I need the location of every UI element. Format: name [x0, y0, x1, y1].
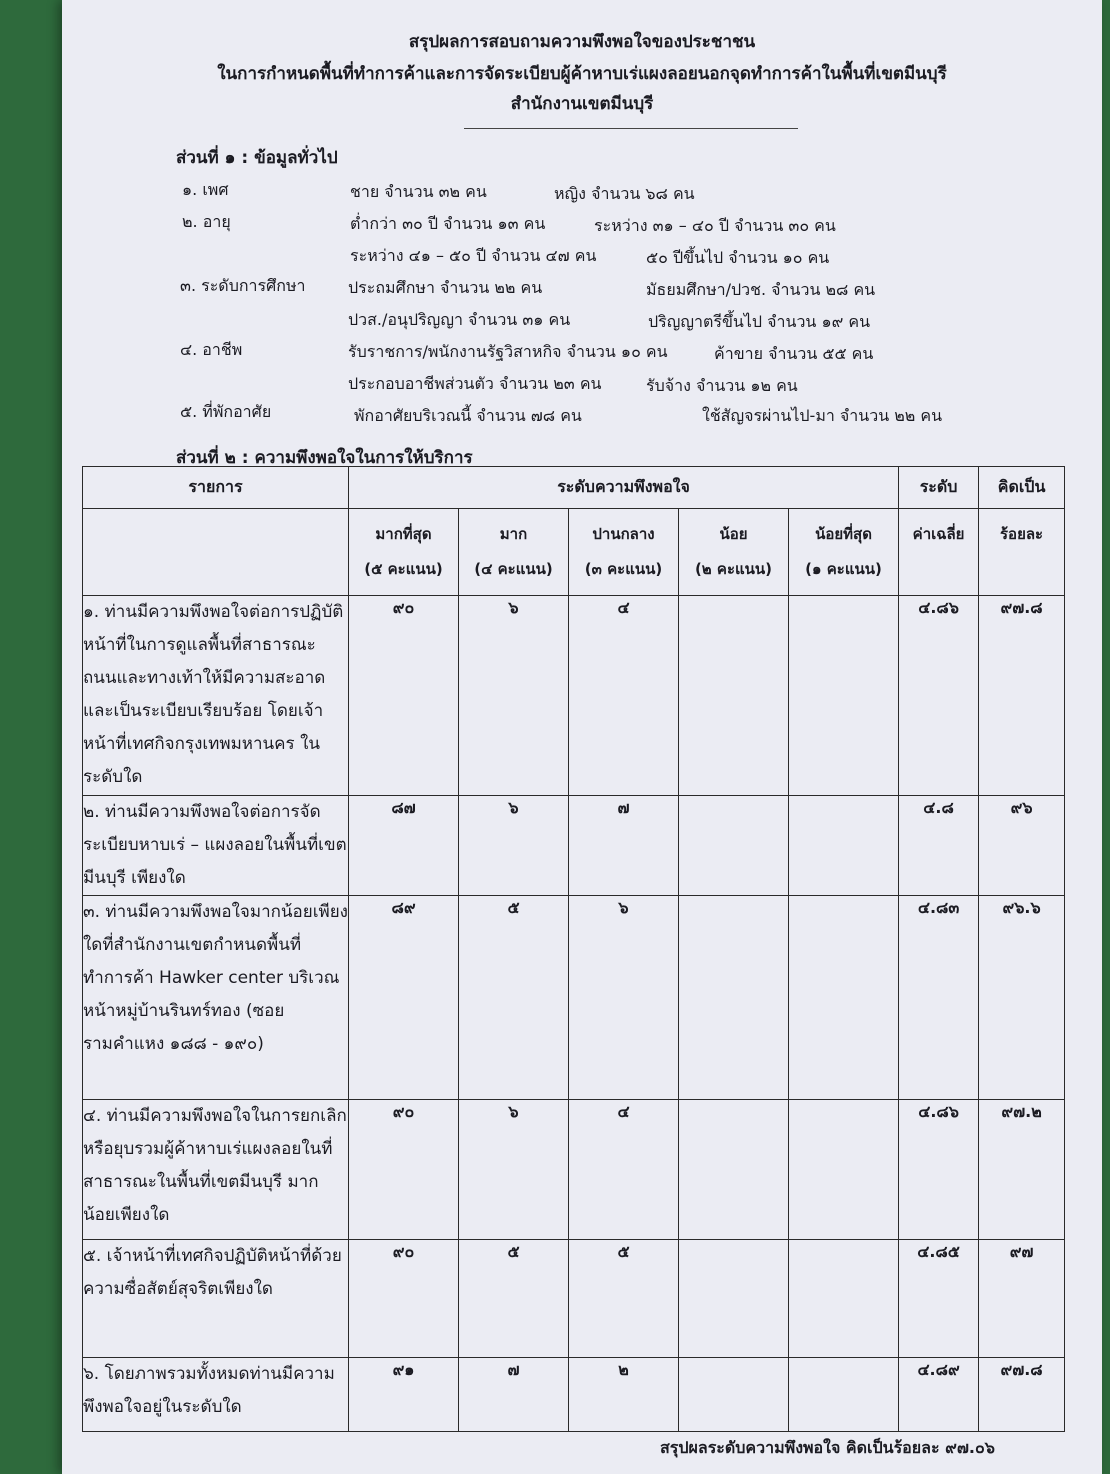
occupation-employee: รับจ้าง จำนวน ๑๒ คน [646, 376, 798, 395]
count-least [789, 896, 899, 1100]
mean-value: ๔.๘๖ [899, 596, 979, 796]
count-most: ๘๗ [349, 796, 459, 896]
count-least [789, 1100, 899, 1240]
count-much: ๖ [459, 596, 569, 796]
occupation-label: ๔. อาชีพ [180, 340, 243, 359]
percent-label: ร้อยละ [1000, 525, 1044, 544]
mean-value: ๔.๘๖ [899, 1100, 979, 1240]
count-little [679, 896, 789, 1100]
count-little [679, 796, 789, 896]
count-most: ๘๙ [349, 896, 459, 1100]
count-least [789, 796, 899, 896]
level-score: (๒ คะแนน) [694, 560, 773, 578]
level-5 [349, 509, 459, 596]
table-row [83, 796, 1065, 896]
table-row [83, 1240, 1065, 1358]
percent-value: ๙๗.๘ [979, 596, 1065, 796]
level-score: (๓ คะแนน) [584, 560, 663, 578]
percent-value: ๙๖ [979, 796, 1065, 896]
age-31-40: ระหว่าง ๓๑ – ๔๐ ปี จำนวน ๓๐ คน [594, 216, 836, 235]
count-most: ๙๐ [349, 1100, 459, 1240]
title-line-1: สรุปผลการสอบถามความพึงพอใจของประชาชน [408, 32, 756, 52]
count-least [789, 596, 899, 796]
count-most: ๙๐ [349, 596, 459, 796]
header-satisfaction: ระดับความพึงพอใจ [349, 467, 899, 509]
table-row [83, 896, 1065, 1100]
header-percent [979, 509, 1065, 596]
gender-male: ชาย จำนวน ๓๒ คน [350, 182, 487, 201]
count-moderate: ๕ [569, 1240, 679, 1358]
count-much: ๖ [459, 796, 569, 896]
count-moderate: ๔ [569, 1100, 679, 1240]
age-label: ๒. อายุ [182, 212, 231, 231]
residence-passing: ใช้สัญจรผ่านไป-มา จำนวน ๒๒ คน [702, 406, 943, 425]
level-name: ปานกลาง [592, 524, 655, 543]
percent-value: ๙๗ [979, 1240, 1065, 1358]
education-primary: ประถมศึกษา จำนวน ๒๒ คน [348, 278, 543, 297]
count-much: ๗ [459, 1358, 569, 1432]
level-score: (๑ คะแนน) [805, 560, 882, 578]
level-2 [679, 509, 789, 596]
mean-label: ค่าเฉลี่ย [912, 525, 965, 544]
count-much: ๕ [459, 1240, 569, 1358]
education-secondary: มัธยมศึกษา/ปวช. จำนวน ๒๘ คน [646, 280, 876, 299]
count-moderate: ๖ [569, 896, 679, 1100]
title-line-3: สำนักงานเขตมีนบุรี [510, 94, 654, 114]
count-little [679, 1358, 789, 1432]
level-name: มาก [499, 524, 528, 543]
mean-value: ๔.๘๕ [899, 1240, 979, 1358]
level-score: (๔ คะแนน) [474, 560, 553, 578]
question-2: ๒. ท่านมีความพึงพอใจต่อการจัดระเบียบหาบเร่ – แผงลอยในพื้นที่เขตมีนบุรี เพียงใด [83, 796, 349, 896]
level-4 [459, 509, 569, 596]
count-moderate: ๗ [569, 796, 679, 896]
occupation-government: รับราชการ/พนักงานรัฐวิสาหกิจ จำนวน ๑๐ คน [348, 342, 668, 361]
satisfaction-table [82, 466, 1065, 1432]
count-little [679, 1100, 789, 1240]
education-label: ๓. ระดับการศึกษา [180, 276, 306, 295]
mean-value: ๔.๘๙ [899, 1358, 979, 1432]
header-level: ระดับ [899, 467, 979, 509]
table-row [83, 1100, 1065, 1240]
question-3: ๓. ท่านมีความพึงพอใจมากน้อยเพียงใดที่สำนักงานเขตกำหนดพื้นที่ทำการค้า Hawker center บริเวณหน้าหมู่บ้านรินทร์ทอง (ซอยรามคำแหง ๑๘๘ - ๑๙๐) [83, 896, 349, 1100]
table-row [83, 596, 1065, 796]
question-6: ๖. โดยภาพรวมทั้งหมดท่านมีความพึงพอใจอยู่ในระดับใด [83, 1358, 349, 1432]
mean-value: ๔.๘ [899, 796, 979, 896]
level-1 [789, 509, 899, 596]
count-moderate: ๔ [569, 596, 679, 796]
level-3 [569, 509, 679, 596]
header-percent-label: คิดเป็น [979, 467, 1065, 509]
count-little [679, 1240, 789, 1358]
mean-value: ๔.๘๓ [899, 896, 979, 1100]
question-5: ๕. เจ้าหน้าที่เทศกิจปฏิบัติหน้าที่ด้วยความซื่อสัตย์สุจริตเพียงใด [83, 1240, 349, 1358]
occupation-trader: ค้าขาย จำนวน ๕๕ คน [714, 344, 874, 363]
header-item: รายการ [83, 467, 349, 509]
title-divider [464, 128, 798, 129]
question-1: ๑. ท่านมีความพึงพอใจต่อการปฏิบัติหน้าที่ในการดูแลพื้นที่สาธารณะ ถนนและทางเท้าให้มีความสะอาด และเป็นระเบียบเรียบร้อย โดยเจ้าหน้าที่เทศกิจกรุงเทพมหานคร ในระดับใด [83, 596, 349, 796]
header-item-blank [83, 509, 349, 596]
education-diploma: ปวส./อนุปริญญา จำนวน ๓๑ คน [348, 310, 571, 329]
age-41-50: ระหว่าง ๔๑ – ๕๐ ปี จำนวน ๔๗ คน [350, 246, 597, 265]
summary-result: สรุปผลระดับความพึงพอใจ คิดเป็นร้อยละ ๙๗.๐๖ [660, 1438, 995, 1457]
title-line-2: ในการกำหนดพื้นที่ทำการค้าและการจัดระเบียบผู้ค้าหาบเร่แผงลอยนอกจุดทำการค้าในพื้นที่เขตมีนบุรี [217, 64, 947, 84]
occupation-self-employed: ประกอบอาชีพส่วนตัว จำนวน ๒๓ คน [348, 374, 602, 393]
count-most: ๙๐ [349, 1240, 459, 1358]
part1-heading: ส่วนที่ ๑ : ข้อมูลทั่วไป [176, 148, 338, 168]
level-name: น้อยที่สุด [815, 524, 872, 543]
education-bachelor: ปริญญาตรีขึ้นไป จำนวน ๑๙ คน [648, 312, 871, 331]
residence-label: ๕. ที่พักอาศัย [180, 402, 272, 421]
gender-female: หญิง จำนวน ๖๘ คน [554, 184, 695, 203]
question-4: ๔. ท่านมีความพึงพอใจในการยกเลิกหรือยุบรวมผู้ค้าหาบเร่แผงลอยในที่สาธารณะในพื้นที่เขตมีนบุรี มากน้อยเพียงใด [83, 1100, 349, 1240]
percent-value: ๙๗.๒ [979, 1100, 1065, 1240]
count-much: ๖ [459, 1100, 569, 1240]
table-row [83, 1358, 1065, 1432]
age-over-50: ๕๐ ปีขึ้นไป จำนวน ๑๐ คน [646, 248, 830, 267]
level-score: (๕ คะแนน) [364, 560, 443, 578]
count-least [789, 1240, 899, 1358]
level-name: มากที่สุด [375, 524, 432, 543]
percent-value: ๙๗.๘ [979, 1358, 1065, 1432]
residence-local: พักอาศัยบริเวณนี้ จำนวน ๗๘ คน [354, 406, 582, 425]
count-little [679, 596, 789, 796]
part2-heading: ส่วนที่ ๒ : ความพึงพอใจในการให้บริการ [176, 448, 473, 468]
count-least [789, 1358, 899, 1432]
percent-value: ๙๖.๖ [979, 896, 1065, 1100]
count-most: ๙๑ [349, 1358, 459, 1432]
header-mean [899, 509, 979, 596]
level-name: น้อย [719, 524, 748, 543]
document-page [62, 0, 1102, 1474]
gender-label: ๑. เพศ [182, 180, 229, 199]
count-much: ๕ [459, 896, 569, 1100]
age-under-30: ต่ำกว่า ๓๐ ปี จำนวน ๑๓ คน [350, 214, 546, 233]
count-moderate: ๒ [569, 1358, 679, 1432]
